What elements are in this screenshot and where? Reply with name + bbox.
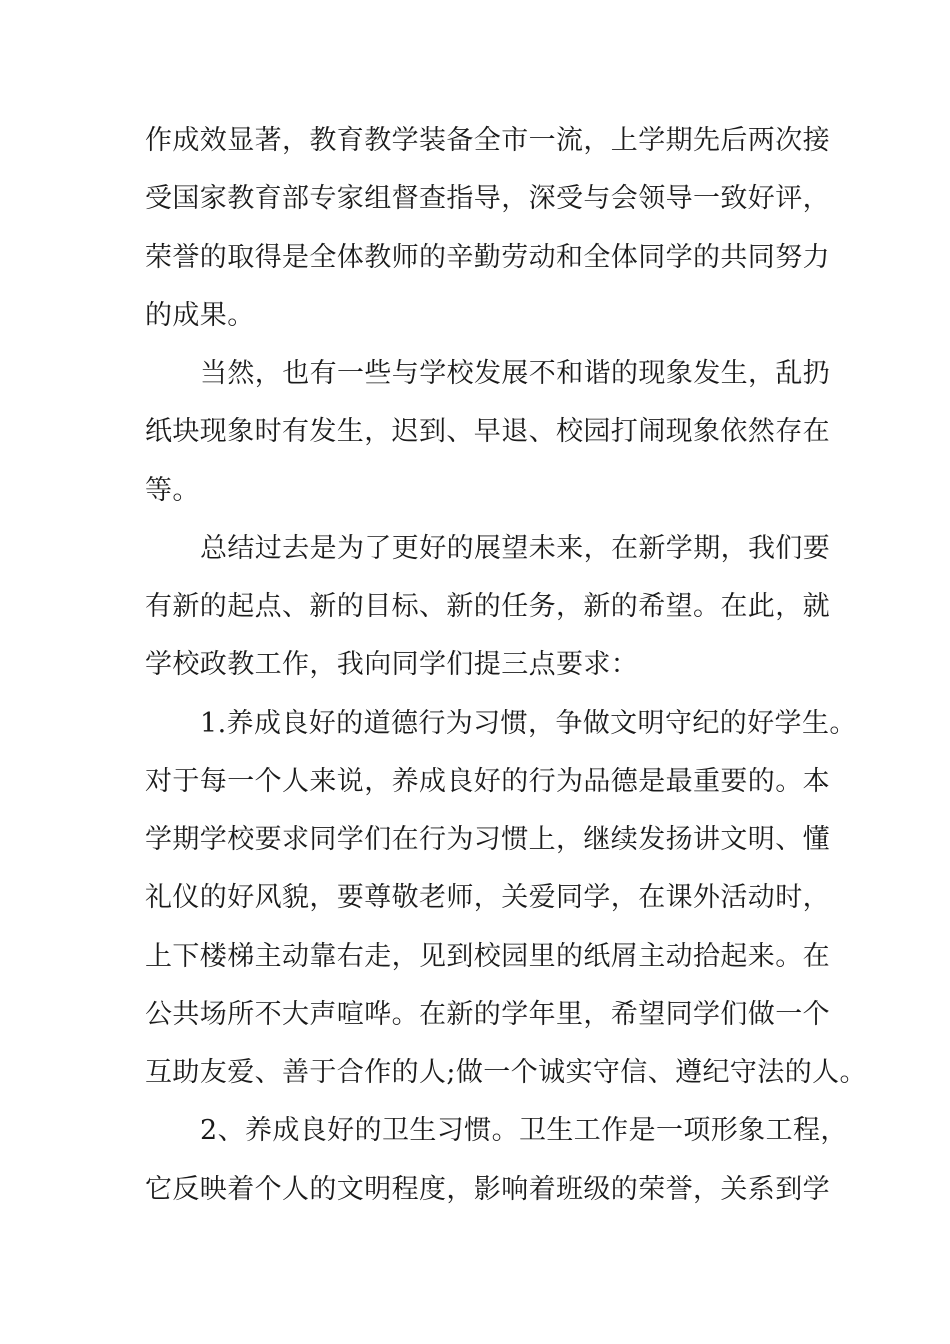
- text-line: 学校政教工作，我向同学们提三点要求：: [145, 649, 639, 681]
- text-line: 礼仪的好风貌，要尊敬老师，关爱同学，在课外活动时，: [145, 882, 830, 914]
- text-line: 有新的起点、新的目标、新的任务，新的希望。在此，就: [145, 591, 830, 622]
- text-line: 荣誉的取得是全体教师的辛勤劳动和全体同学的共同努力: [145, 241, 830, 273]
- text-line: 它反映着个人的文明程度，影响着班级的荣誉，关系到学: [145, 1173, 830, 1205]
- text-line: 学期学校要求同学们在行为习惯上，继续发扬讲文明、懂: [145, 824, 830, 855]
- text-line: 互助友爱、善于合作的人;做一个诚实守信、遵纪守法的人。: [145, 1057, 867, 1088]
- text-line: 总结过去是为了更好的展望未来，在新学期，我们要: [200, 532, 831, 564]
- text-line: 纸块现象时有发生，迟到、早退、校园打闹现象依然存在: [145, 416, 830, 448]
- text-line: 等。: [145, 474, 200, 506]
- text-line: 当然，也有一些与学校发展不和谐的现象发生，乱扔: [200, 358, 831, 389]
- text-line: 对于每一个人来说，养成良好的行为品德是最重要的。本: [145, 765, 830, 797]
- document-body: [145, 118, 945, 1225]
- text-line: 2、养成良好的卫生习惯。卫生工作是一项形象工程，: [200, 1115, 848, 1147]
- text-line: 公共场所不大声喧哗。在新的学年里，希望同学们做一个: [145, 998, 830, 1030]
- text-line: 1.养成良好的道德行为习惯，争做文明守纪的好学生。: [200, 707, 857, 739]
- text-line: 作成效显著，教育教学装备全市一流，上学期先后两次接: [145, 125, 830, 156]
- text-line: 的成果。: [145, 299, 255, 331]
- text-line: 上下楼梯主动靠右走，见到校园里的纸屑主动拾起来。在: [145, 940, 830, 972]
- text-line: 受国家教育部专家组督查指导，深受与会领导一致好评，: [145, 183, 830, 215]
